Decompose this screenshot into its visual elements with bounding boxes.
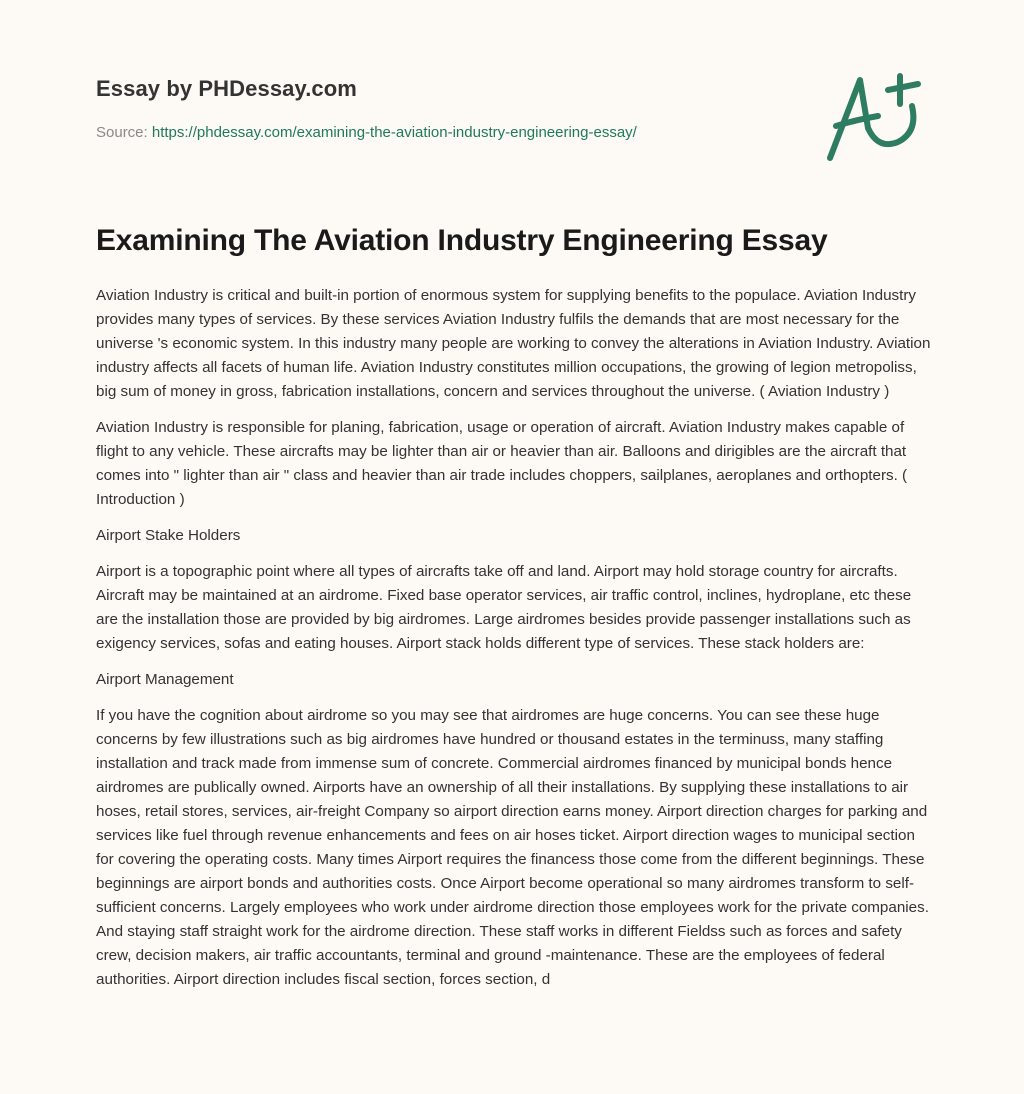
source-line [96, 124, 637, 141]
site-title: Essay by PHDessay.com [96, 76, 357, 101]
essay-title: Examining The Aviation Industry Engineering Essay [96, 224, 828, 257]
source-link[interactable]: https://phdessay.com/examining-the-aviation-industry-engineering-essay/ [151, 124, 637, 141]
essay-body [96, 284, 936, 1004]
paragraph: Airport is a topographic point where all types of aircrafts take off and land. Airport may hold storage country for aircrafts. Aircraft may be maintained at an airdrome. Fixed base operator services, air traffic control, inclines, hydroplane, etc these are the installation those are provided by big airdromes. Large airdromes besides provide passenger installations such as exigency services, sofas and eating houses. Airport stack holds different type of services. These stack holders are: [96, 563, 912, 652]
paragraph: Aviation Industry is responsible for planing, fabrication, usage or operation of aircraft. Aviation Industry makes capable of flight to any vehicle. These aircrafts may be lighter than air or heavier than air. Balloons and dirigibles are the aircraft that comes into " lighter than air " class and heavier than air trade includes choppers, sailplanes, aeroplanes and orthopters. ( Introduction ) [96, 419, 908, 508]
section-heading: Airport Stake Holders [96, 527, 241, 544]
source-label: Source: [96, 124, 148, 141]
paragraph: Aviation Industry is critical and built-in portion of enormous system for supplying benefits to the populace. Aviation Industry provides many types of services. By these services Aviation Industry fulfils the demands that are most necessary for the universe 's economic system. In this industry many people are working to convey the alterations in Aviation Industry. Aviation industry affects all facets of human life. Aviation Industry constitutes million occupations, the growing of legion metropoliss, big sum of money in gross, fabrication installations, concern and services throughout the universe. ( Aviation Industry ) [96, 287, 931, 400]
section-heading: Airport Management [96, 671, 234, 688]
a-plus-grade-icon [820, 68, 930, 168]
paragraph: If you have the cognition about airdrome so you may see that airdromes are huge concerns. You can see these huge concerns by few illustrations such as big airdromes have hundred or thousand estates in the terminuss, many staffing installation and track made from immense sum of concrete. Commercial airdromes financed by municipal bonds hence airdromes are publically owned. Airports have an ownership of all their installations. By supplying these installations to air hoses, retail stores, services, air-freight Company so airport direction earns money. Airport direction charges for parking and services like fuel through revenue enhancements and fees on air hoses ticket. Airport direction wages to municipal section for covering the operating costs. Many times Airport requires the financess those come from the different beginnings. These beginnings are airport bonds and authorities costs. Once Airport become operational so many airdromes transform to self-sufficient concerns. Largely employees who work under airdrome direction those employees work for the private companies. And staying staff straight work for the airdrome direction. These staff works in different Fieldss such as forces and safety crew, decision makers, air traffic accountants, terminal and ground -maintenance. These are the employees of federal authorities. Airport direction includes fiscal section, forces section, d [96, 707, 929, 988]
